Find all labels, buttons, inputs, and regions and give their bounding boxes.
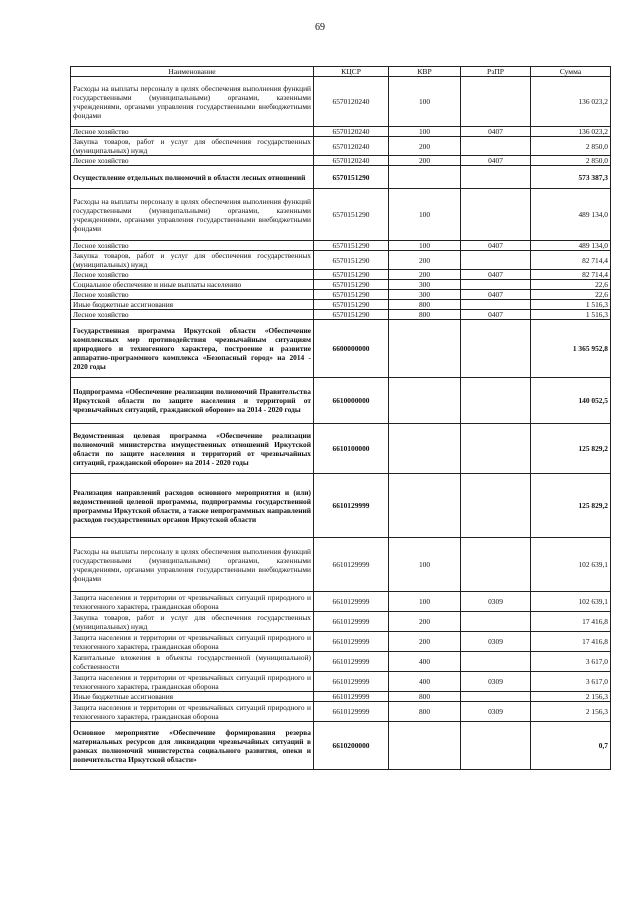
row-sum: 22,6 xyxy=(531,290,611,300)
row-name: Защита населения и территории от чрезвычайных ситуаций природного и техногенного характера, гражданская оборона xyxy=(71,702,314,722)
row-sum: 3 617,0 xyxy=(531,652,611,672)
row-rzpr xyxy=(461,538,531,592)
row-sum: 136 023,2 xyxy=(531,77,611,127)
row-sum: 102 639,1 xyxy=(531,592,611,612)
row-kvr xyxy=(389,378,461,424)
row-sum: 2 156,3 xyxy=(531,702,611,722)
row-rzpr: 0309 xyxy=(461,702,531,722)
table-row xyxy=(71,612,611,632)
row-kvr: 300 xyxy=(389,280,461,290)
row-kvr: 800 xyxy=(389,692,461,702)
row-sum: 0,7 xyxy=(531,722,611,770)
row-sum: 489 134,0 xyxy=(531,189,611,241)
row-kvr: 300 xyxy=(389,290,461,300)
table-row xyxy=(71,251,611,270)
row-rzpr: 0407 xyxy=(461,310,531,320)
row-kcsr: 6610129999 xyxy=(314,538,389,592)
table-row xyxy=(71,290,611,300)
row-name: Лесное хозяйство xyxy=(71,310,314,320)
row-sum: 1 516,3 xyxy=(531,310,611,320)
row-sum: 573 387,3 xyxy=(531,166,611,189)
row-rzpr: 0407 xyxy=(461,156,531,166)
row-sum: 17 416,8 xyxy=(531,612,611,632)
row-rzpr: 0309 xyxy=(461,592,531,612)
table-row xyxy=(71,652,611,672)
row-rzpr xyxy=(461,692,531,702)
row-kcsr: 6570151290 xyxy=(314,166,389,189)
row-kvr: 100 xyxy=(389,77,461,127)
budget-table xyxy=(70,66,611,770)
table-row xyxy=(71,474,611,538)
row-sum: 3 617,0 xyxy=(531,672,611,692)
row-kcsr: 6610129999 xyxy=(314,692,389,702)
row-rzpr: 0407 xyxy=(461,290,531,300)
row-kcsr: 6570120240 xyxy=(314,137,389,156)
header-rzpr: РзПР xyxy=(461,67,531,77)
row-sum: 1 516,3 xyxy=(531,300,611,310)
header-sum: Сумма xyxy=(531,67,611,77)
row-kvr: 400 xyxy=(389,672,461,692)
row-rzpr xyxy=(461,137,531,156)
row-rzpr xyxy=(461,320,531,378)
row-rzpr xyxy=(461,166,531,189)
row-kcsr: 6610129999 xyxy=(314,592,389,612)
row-name: Защита населения и территории от чрезвычайных ситуаций природного и техногенного характера, гражданская оборона xyxy=(71,672,314,692)
row-name: Реализация направлений расходов основного мероприятия и (или) ведомственной целевой программы, подпрограммы государственной программы Иркутской области, а также непрограммных направлений расходов государственных органов Иркутской области xyxy=(71,474,314,538)
row-rzpr xyxy=(461,77,531,127)
row-name: Государственная программа Иркутской области «Обеспечение комплексных мер противодействия чрезвычайным ситуациям природного и техногенного характера, построение и развитие аппаратно-программного комплекса «Безопасный город» на 2014 - 2020 годы xyxy=(71,320,314,378)
row-name: Защита населения и территории от чрезвычайных ситуаций природного и техногенного характера, гражданская оборона xyxy=(71,592,314,612)
row-rzpr xyxy=(461,251,531,270)
row-rzpr: 0407 xyxy=(461,270,531,280)
row-name: Закупка товаров, работ и услуг для обеспечения государственных (муниципальных) нужд xyxy=(71,137,314,156)
row-sum: 2 156,3 xyxy=(531,692,611,702)
row-sum: 22,6 xyxy=(531,280,611,290)
row-kcsr: 6570151290 xyxy=(314,241,389,251)
row-kvr: 200 xyxy=(389,270,461,280)
row-kvr: 100 xyxy=(389,189,461,241)
row-kcsr: 6570151290 xyxy=(314,251,389,270)
row-kcsr: 6610200000 xyxy=(314,722,389,770)
table-row xyxy=(71,166,611,189)
row-kvr: 200 xyxy=(389,632,461,652)
row-kcsr: 6610000000 xyxy=(314,378,389,424)
table-row xyxy=(71,189,611,241)
table-row xyxy=(71,424,611,474)
row-name: Основное мероприятие «Обеспечение формирования резерва материальных ресурсов для ликвидации чрезвычайных ситуаций в рамках полномочий министерства социального развития, опеки и попечительства Иркутской области» xyxy=(71,722,314,770)
row-kvr: 800 xyxy=(389,702,461,722)
row-rzpr xyxy=(461,652,531,672)
row-name: Социальное обеспечение и иные выплаты населению xyxy=(71,280,314,290)
row-sum: 17 416,8 xyxy=(531,632,611,652)
row-rzpr xyxy=(461,722,531,770)
row-sum: 2 850,0 xyxy=(531,137,611,156)
row-kcsr: 6610129999 xyxy=(314,612,389,632)
row-kcsr: 6610129999 xyxy=(314,652,389,672)
row-sum: 1 365 952,8 xyxy=(531,320,611,378)
row-kcsr: 6610129999 xyxy=(314,474,389,538)
row-kvr xyxy=(389,166,461,189)
row-name: Закупка товаров, работ и услуг для обеспечения государственных (муниципальных) нужд xyxy=(71,251,314,270)
row-name: Лесное хозяйство xyxy=(71,290,314,300)
row-kvr: 200 xyxy=(389,156,461,166)
row-kvr: 200 xyxy=(389,251,461,270)
table-header-row xyxy=(71,67,611,77)
table-body xyxy=(71,77,611,770)
table-row xyxy=(71,137,611,156)
table-row xyxy=(71,156,611,166)
row-kvr xyxy=(389,474,461,538)
table-row xyxy=(71,241,611,251)
row-sum: 2 850,0 xyxy=(531,156,611,166)
table-row xyxy=(71,538,611,592)
table-row xyxy=(71,632,611,652)
row-name: Иные бюджетные ассигнования xyxy=(71,692,314,702)
row-kcsr: 6600000000 xyxy=(314,320,389,378)
row-kcsr: 6610100000 xyxy=(314,424,389,474)
row-rzpr: 0407 xyxy=(461,127,531,137)
row-kvr xyxy=(389,424,461,474)
row-sum: 125 829,2 xyxy=(531,474,611,538)
row-kvr: 800 xyxy=(389,310,461,320)
row-kcsr: 6570120240 xyxy=(314,77,389,127)
row-name: Капитальные вложения в объекты государственной (муниципальной) собственности xyxy=(71,652,314,672)
table-row xyxy=(71,77,611,127)
row-name: Защита населения и территории от чрезвычайных ситуаций природного и техногенного характера, гражданская оборона xyxy=(71,632,314,652)
row-rzpr: 0309 xyxy=(461,672,531,692)
header-kcsr: КЦСР xyxy=(314,67,389,77)
table-row xyxy=(71,280,611,290)
row-kcsr: 6570151290 xyxy=(314,290,389,300)
table-row xyxy=(71,270,611,280)
row-rzpr: 0309 xyxy=(461,632,531,652)
row-kvr: 100 xyxy=(389,127,461,137)
row-kvr: 100 xyxy=(389,592,461,612)
table-row xyxy=(71,300,611,310)
table-row xyxy=(71,692,611,702)
row-sum: 82 714,4 xyxy=(531,270,611,280)
row-name: Расходы на выплаты персоналу в целях обеспечения выполнения функций государственными (муниципальными) органами, казенными учреждениями, органами управления государственными внебюджетными фондами xyxy=(71,77,314,127)
row-name: Ведомственная целевая программа «Обеспечение реализации полномочий министерства имущественных отношений Иркутской области по защите населения и территорий от чрезвычайных ситуаций, гражданской обороне» на 2014 - 2020 годы xyxy=(71,424,314,474)
row-kcsr: 6570120240 xyxy=(314,156,389,166)
row-kcsr: 6610129999 xyxy=(314,672,389,692)
table-row xyxy=(71,672,611,692)
row-kvr xyxy=(389,722,461,770)
row-name: Лесное хозяйство xyxy=(71,241,314,251)
row-kvr: 200 xyxy=(389,137,461,156)
row-rzpr xyxy=(461,612,531,632)
row-kvr xyxy=(389,320,461,378)
row-rzpr xyxy=(461,378,531,424)
table-row xyxy=(71,378,611,424)
row-kvr: 400 xyxy=(389,652,461,672)
row-kvr: 100 xyxy=(389,538,461,592)
row-kcsr: 6570151290 xyxy=(314,280,389,290)
row-kvr: 100 xyxy=(389,241,461,251)
table-row xyxy=(71,127,611,137)
row-sum: 125 829,2 xyxy=(531,424,611,474)
row-name: Лесное хозяйство xyxy=(71,127,314,137)
row-sum: 140 052,5 xyxy=(531,378,611,424)
table-row xyxy=(71,702,611,722)
row-kcsr: 6610129999 xyxy=(314,632,389,652)
page-number: 69 xyxy=(315,22,325,33)
row-kcsr: 6570151290 xyxy=(314,300,389,310)
row-name: Подпрограмма «Обеспечение реализации полномочий Правительства Иркутской области по защите населения и территорий от чрезвычайных ситуаций, гражданской обороне» на 2014 - 2020 годы xyxy=(71,378,314,424)
row-sum: 136 023,2 xyxy=(531,127,611,137)
row-kcsr: 6570151290 xyxy=(314,270,389,280)
table-row xyxy=(71,310,611,320)
table-row xyxy=(71,722,611,770)
row-name: Лесное хозяйство xyxy=(71,156,314,166)
row-rzpr xyxy=(461,300,531,310)
row-name: Лесное хозяйство xyxy=(71,270,314,280)
row-rzpr xyxy=(461,424,531,474)
row-kcsr: 6570151290 xyxy=(314,189,389,241)
row-kvr: 800 xyxy=(389,300,461,310)
row-name: Расходы на выплаты персоналу в целях обеспечения выполнения функций государственными (муниципальными) органами, казенными учреждениями, органами управления государственными внебюджетными фондами xyxy=(71,189,314,241)
header-kvr: КВР xyxy=(389,67,461,77)
row-rzpr xyxy=(461,280,531,290)
table-row xyxy=(71,320,611,378)
row-kcsr: 6610129999 xyxy=(314,702,389,722)
header-name: Наименование xyxy=(71,67,314,77)
row-rzpr: 0407 xyxy=(461,241,531,251)
row-sum: 82 714,4 xyxy=(531,251,611,270)
row-kcsr: 6570120240 xyxy=(314,127,389,137)
row-name: Осуществление отдельных полномочий в области лесных отношений xyxy=(71,166,314,189)
row-name: Иные бюджетные ассигнования xyxy=(71,300,314,310)
table-row xyxy=(71,592,611,612)
row-rzpr xyxy=(461,474,531,538)
row-rzpr xyxy=(461,189,531,241)
row-name: Расходы на выплаты персоналу в целях обеспечения выполнения функций государственными (муниципальными) органами, казенными учреждениями, органами управления государственными внебюджетными фондами xyxy=(71,538,314,592)
row-kcsr: 6570151290 xyxy=(314,310,389,320)
row-sum: 102 639,1 xyxy=(531,538,611,592)
row-name: Закупка товаров, работ и услуг для обеспечения государственных (муниципальных) нужд xyxy=(71,612,314,632)
row-sum: 489 134,0 xyxy=(531,241,611,251)
row-kvr: 200 xyxy=(389,612,461,632)
